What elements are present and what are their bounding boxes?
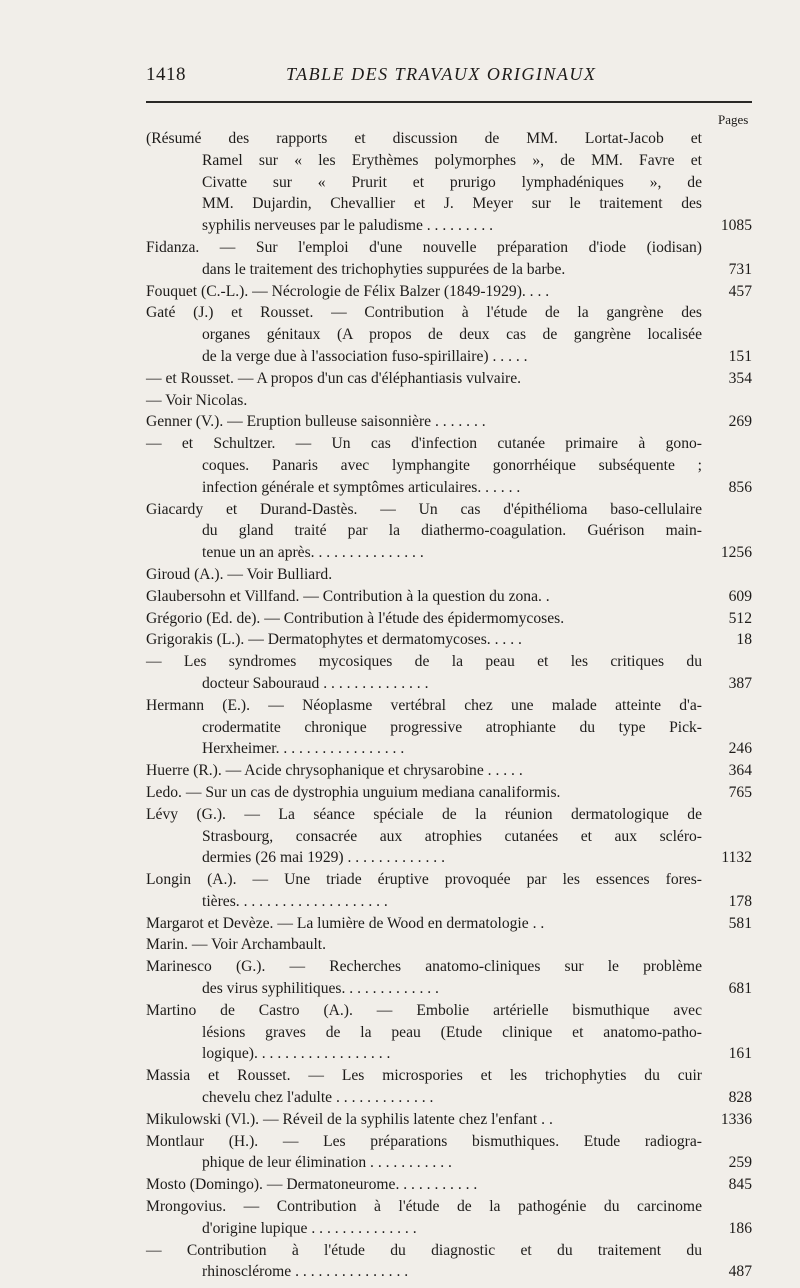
entry-page-number: 681	[728, 980, 752, 998]
index-entry	[146, 651, 752, 695]
index-entry	[146, 608, 752, 630]
index-entry	[146, 1240, 752, 1284]
index-entry	[146, 499, 752, 564]
index-entry	[146, 237, 752, 281]
entry-text	[146, 651, 702, 695]
entry-text	[146, 1174, 702, 1196]
entry-page-number: 246	[728, 740, 752, 758]
index-entry	[146, 1000, 752, 1065]
entry-page-number: 364	[728, 762, 752, 780]
index-entry	[146, 934, 752, 956]
index-entry	[146, 368, 752, 390]
entry-text	[146, 695, 702, 760]
index-entry	[146, 433, 752, 498]
entry-text	[146, 1065, 702, 1109]
entry-line: rhinosclérome . . . . . . . . . . . . . . .	[202, 1263, 409, 1281]
entry-text	[146, 390, 702, 412]
entry-page-number: 186	[728, 1219, 752, 1237]
entry-page-number: 609	[728, 587, 752, 605]
entry-line: dans le traitement des trichophyties suppurées de la barbe.	[202, 260, 566, 278]
entry-line: Ramel sur « les Erythèmes polymorphes », de MM. Favre et	[202, 151, 702, 169]
entry-text	[146, 302, 702, 367]
entry-text	[146, 1240, 702, 1284]
entry-line: Strasbourg, consacrée aux atrophies cutanées et aux scléro-	[202, 827, 702, 845]
entry-line: infection générale et symptômes articulaires. . . . . .	[202, 478, 521, 496]
entry-page-number: 387	[728, 674, 752, 692]
entry-line: Civatte sur « Prurit et prurigo lymphadéniques », de	[202, 173, 702, 191]
entry-line: Mosto (Domingo). — Dermatoneurome. . . . . . . . . . .	[146, 1176, 478, 1194]
entry-page-number: 1132	[721, 849, 752, 867]
entry-line: Grigorakis (L.). — Dermatophytes et dermatomycoses. . . . .	[146, 631, 522, 649]
entry-line: syphilis nerveuses par le paludisme . . . . . . . . .	[202, 217, 494, 235]
entry-text	[146, 368, 702, 390]
entry-line: — et Rousset. — A propos d'un cas d'éléphantiasis vulvaire.	[146, 369, 522, 387]
entry-text	[146, 433, 702, 498]
pages-column-label: Pages	[718, 112, 749, 127]
entry-line: des virus syphilitiques. . . . . . . . . . . . .	[202, 980, 439, 998]
entry-line: Marinesco (G.). — Recherches anatomo-cliniques sur le problème	[146, 958, 702, 976]
entry-page-number: 18	[736, 631, 752, 649]
index-entry	[146, 1109, 752, 1131]
entry-text	[146, 913, 702, 935]
index-entry	[146, 760, 752, 782]
index-entry	[146, 695, 752, 760]
entry-line: Margarot et Devèze. — La lumière de Wood en dermatologie . .	[146, 914, 545, 932]
index-entry	[146, 1065, 752, 1109]
entry-page-number: 1085	[720, 217, 752, 235]
entry-text	[146, 281, 702, 303]
header-rule	[146, 101, 752, 103]
entry-text	[146, 804, 702, 869]
page-header	[146, 64, 752, 92]
page-number: 1418	[146, 64, 186, 85]
entry-line: Massia et Rousset. — Les microspories et les trichophyties du cuir	[146, 1067, 702, 1085]
entry-line: Longin (A.). — Une triade éruptive provoquée par les essences fores-	[146, 871, 702, 889]
entry-line: Grégorio (Ed. de). — Contribution à l'étude des épidermomycoses.	[146, 609, 565, 627]
entry-line: Mikulowski (Vl.). — Réveil de la syphilis latente chez l'enfant . .	[146, 1110, 553, 1128]
entry-text	[146, 1000, 702, 1065]
index-entry	[146, 390, 752, 412]
entry-line: coques. Panaris avec lymphangite gonorrhéique subséquente ;	[202, 456, 702, 474]
index-entry	[146, 1174, 752, 1196]
index-entry	[146, 956, 752, 1000]
entry-line: MM. Dujardin, Chevallier et J. Meyer sur le traitement des	[202, 195, 702, 213]
entry-line: Fouquet (C.-L.). — Nécrologie de Félix Balzer (1849-1929). . . .	[146, 282, 550, 300]
entry-line: Giacardy et Durand-Dastès. — Un cas d'épithélioma baso-cellulaire	[146, 500, 702, 518]
index-entry	[146, 411, 752, 433]
entry-page-number: 845	[728, 1176, 752, 1194]
index-entry	[146, 302, 752, 367]
entry-line: Lévy (G.). — La séance spéciale de la réunion dermatologique de	[146, 805, 702, 823]
entry-line: dermies (26 mai 1929) . . . . . . . . . . . . .	[202, 849, 445, 867]
entry-line: du gland traité par la diathermo-coagulation. Guérison main-	[202, 522, 702, 540]
entry-line: — Voir Nicolas.	[146, 391, 248, 409]
entry-line: crodermatite chronique progressive atrophiante du type Pick-	[202, 718, 702, 736]
entry-line: Ledo. — Sur un cas de dystrophia unguium mediana canaliformis.	[146, 783, 561, 801]
entry-line: tenue un an après. . . . . . . . . . . . . . .	[202, 544, 424, 562]
index-entry	[146, 782, 752, 804]
entry-text	[146, 411, 702, 433]
entry-line: — Contribution à l'étude du diagnostic et du traitement du	[146, 1241, 702, 1259]
entry-line: Montlaur (H.). — Les préparations bismuthiques. Etude radiogra-	[146, 1132, 702, 1150]
entry-line: (Résumé des rapports et discussion de MM. Lortat-Jacob et	[146, 130, 702, 147]
entry-page-number: 856	[728, 478, 752, 496]
running-title: TABLE DES TRAVAUX ORIGINAUX	[286, 64, 597, 84]
entry-line: Giroud (A.). — Voir Bulliard.	[146, 565, 333, 583]
index-entry	[146, 913, 752, 935]
entry-text	[146, 237, 702, 281]
index-entry	[146, 564, 752, 586]
entry-page-number: 512	[728, 609, 752, 627]
entry-page-number: 765	[728, 783, 752, 801]
entry-text	[146, 1131, 702, 1175]
entry-text	[146, 629, 702, 651]
entry-line: Huerre (R.). — Acide chrysophanique et chrysarobine . . . . .	[146, 762, 523, 780]
entry-text	[146, 499, 702, 564]
entry-text	[146, 586, 702, 608]
entry-line: logique). . . . . . . . . . . . . . . . . .	[202, 1045, 391, 1063]
index-entry	[146, 1131, 752, 1175]
entry-line: Hermann (E.). — Néoplasme vertébral chez une malade atteinte d'a-	[146, 696, 702, 714]
entry-page-number: 161	[728, 1045, 752, 1063]
entry-line: Herxheimer. . . . . . . . . . . . . . . . .	[202, 740, 405, 758]
entry-text	[146, 782, 702, 804]
entry-line: Glaubersohn et Villfand. — Contribution à la question du zona. .	[146, 587, 550, 605]
entry-page-number: 731	[728, 260, 752, 278]
entry-text	[146, 869, 702, 913]
entry-line: lésions graves de la peau (Etude clinique et anatomo-patho-	[202, 1023, 702, 1041]
entry-line: — et Schultzer. — Un cas d'infection cutanée primaire à gono-	[146, 435, 702, 453]
entry-line: chevelu chez l'adulte . . . . . . . . . . . . .	[202, 1089, 434, 1107]
entry-text	[146, 128, 702, 237]
entry-page-number: 457	[728, 282, 752, 300]
entry-text	[146, 1109, 702, 1131]
entry-page-number: 487	[728, 1263, 752, 1281]
index-entry	[146, 281, 752, 303]
index-entry	[146, 629, 752, 651]
entry-text	[146, 760, 702, 782]
entry-page-number: 828	[728, 1089, 752, 1107]
entry-text	[146, 1196, 702, 1240]
entry-line: organes génitaux (A propos de deux cas de gangrène localisée	[202, 326, 702, 344]
entry-text	[146, 564, 702, 586]
entry-line: tières. . . . . . . . . . . . . . . . . . . .	[202, 892, 388, 910]
entry-line: Martino de Castro (A.). — Embolie artérielle bismuthique avec	[146, 1001, 702, 1019]
entry-line: de la verge due à l'association fuso-spirillaire) . . . . .	[202, 347, 528, 365]
entry-text	[146, 956, 702, 1000]
entry-page-number: 354	[728, 369, 752, 387]
entry-page-number: 151	[728, 347, 752, 365]
entry-page-number: 259	[728, 1154, 752, 1172]
entry-line: Marin. — Voir Archambault.	[146, 936, 327, 954]
index-entry	[146, 1196, 752, 1240]
entry-line: Genner (V.). — Eruption bulleuse saisonnière . . . . . . .	[146, 413, 486, 431]
entry-text	[146, 608, 702, 630]
index-entry	[146, 586, 752, 608]
entry-line: phique de leur élimination . . . . . . . . . . .	[202, 1154, 452, 1172]
index-entry	[146, 869, 752, 913]
entry-line: d'origine lupique . . . . . . . . . . . . . .	[202, 1219, 417, 1237]
entry-line: Gaté (J.) et Rousset. — Contribution à l'étude de la gangrène des	[146, 304, 702, 322]
entry-page-number: 1256	[720, 544, 752, 562]
index-entries	[146, 128, 752, 1283]
entry-page-number: 1336	[720, 1110, 752, 1128]
index-entry	[146, 128, 752, 237]
index-entry	[146, 804, 752, 869]
entry-page-number: 581	[728, 914, 752, 932]
entry-text	[146, 934, 702, 956]
entry-page-number: 269	[728, 413, 752, 431]
entry-line: docteur Sabouraud . . . . . . . . . . . . . .	[202, 674, 429, 692]
entry-line: — Les syndromes mycosiques de la peau et les critiques du	[146, 653, 702, 671]
entry-page-number: 178	[728, 892, 752, 910]
entry-line: Mrongovius. — Contribution à l'étude de la pathogénie du carcinome	[146, 1198, 702, 1216]
entry-line: Fidanza. — Sur l'emploi d'une nouvelle préparation d'iode (iodisan)	[146, 238, 702, 256]
